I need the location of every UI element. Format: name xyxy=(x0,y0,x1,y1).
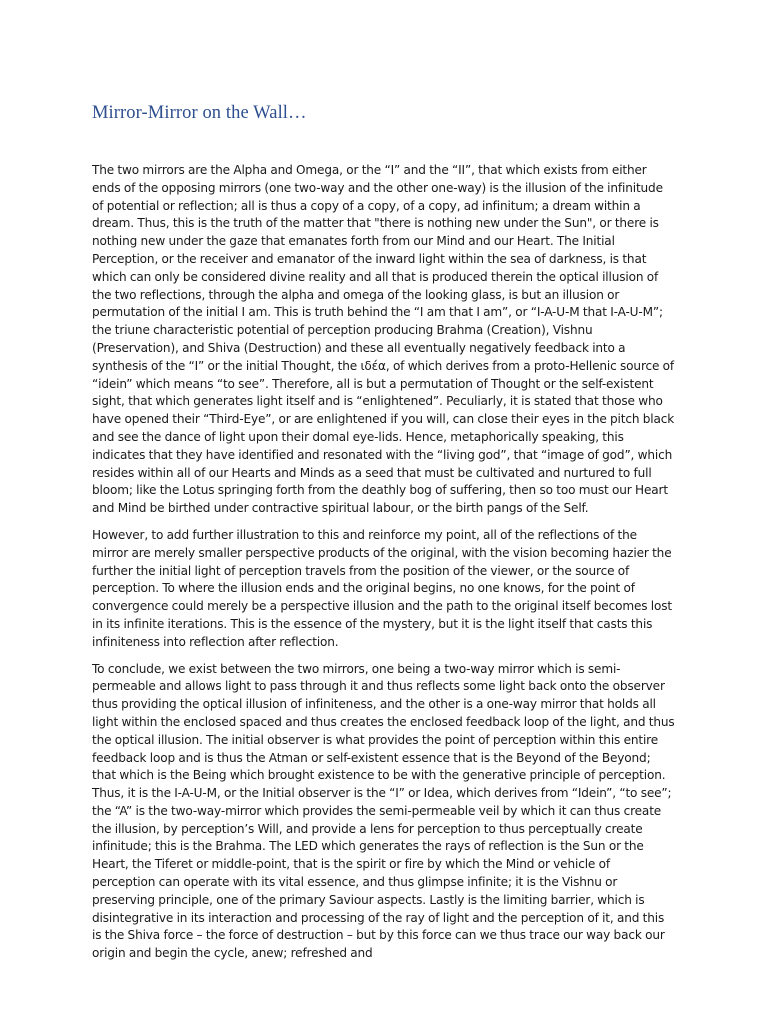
paragraph-1: The two mirrors are the Alpha and Omega, or the “I” and the “II”, that which exists from either ends of the opposing mirrors (one two-way and the other one-way) is the illusion of the infinitude of potential or reflection; all is thus a copy of a copy, of a copy, ad infinitum; a dream within a dream. Thus, this is the truth of the matter that "there is nothing new under the Sun", or there is nothing new under the gaze that emanates forth from our Mind and our Heart. The Initial Perception, or the receiver and emanator of the inward light within the sea of darkness, is that which can only be considered divine reality and all that is produced therein the optical illusion of the two reflections, through the alpha and omega of the looking glass, is but an illusion or permutation of the initial I am. This is truth behind the “I am that I am”, or “I-A-U-M that I-A-U-M”; the triune characteristic potential of perception producing Brahma (Creation), Vishnu (Preservation), and Shiva (Destruction) and these all eventually negatively feedback into a synthesis of the “I” or the initial Thought, the ιδέα, of which derives from a proto-Hellenic source of “idein” which means “to see”. Therefore, all is but a permutation of Thought or the self-existent sight, that which generates light itself and is “enlightened”. Peculiarly, it is stated that those who have opened their “Third-Eye”, or are enlightened if you will, can close their eyes in the pitch black and see the dance of light upon their domal eye-lids. Hence, metaphorically speaking, this indicates that they have identified and resonated with the “living god”, that “image of god”, which resides within all of our Hearts and Minds as a seed that must be cultivated and nurtured to full bloom; like the Lotus springing forth from the deathly bog of suffering, then so too must our Heart and Mind be birthed under contractive spiritual labour, or the birth pangs of the Self. xyxy=(92,163,675,516)
document-title: Mirror-Mirror on the Wall… xyxy=(92,103,307,123)
paragraph-3: To conclude, we exist between the two mirrors, one being a two-way mirror which is semi-permeable and allows light to pass through it and thus reflects some light back onto the observer thus providing the optical illusion of infiniteness, and the other is a one-way mirror that holds all light within the enclosed spaced and thus creates the enclosed feedback loop of the light, and thus the optical illusion. The initial observer is what provides the point of perception within this entire feedback loop and is thus the Atman or self-existent essence that is the Beyond of the Beyond; that which is the Being which brought existence to be with the generative principle of perception. Thus, it is the I-A-U-M, or the Initial observer is the “I” or Idea, which derives from “Idein”, “to see”; the “A” is the two-way-mirror which provides the semi-permeable veil by which it can thus create the illusion, by perception’s Will, and provide a lens for perception to thus perceptually create infinitude; this is the Brahma. The LED which generates the rays of reflection is the Sun or the Heart, the Tiferet or middle-point, that is the spirit or fire by which the Mind or vehicle of perception can operate with its vital essence, and thus glimpse infinite; it is the Vishnu or preserving principle, one of the primary Saviour aspects. Lastly is the limiting barrier, which is disintegrative in its interaction and processing of the ray of light and the perception of it, and this is the Shiva force – the force of destruction – but by this force can we thus trace our way back our origin and begin the cycle, anew; refreshed and xyxy=(92,661,675,961)
document-page xyxy=(92,100,676,972)
paragraph-2: However, to add further illustration to this and reinforce my point, all of the reflections of the mirror are merely smaller perspective products of the original, with the vision becoming hazier the further the initial light of perception travels from the position of the viewer, or the source of perception. To where the illusion ends and the original begins, no one knows, for the point of convergence could merely be a perspective illusion and the path to the original itself becomes lost in its infinite iterations. This is the essence of the mystery, but it is the light itself that casts this infiniteness into reflection after reflection. xyxy=(92,527,672,649)
